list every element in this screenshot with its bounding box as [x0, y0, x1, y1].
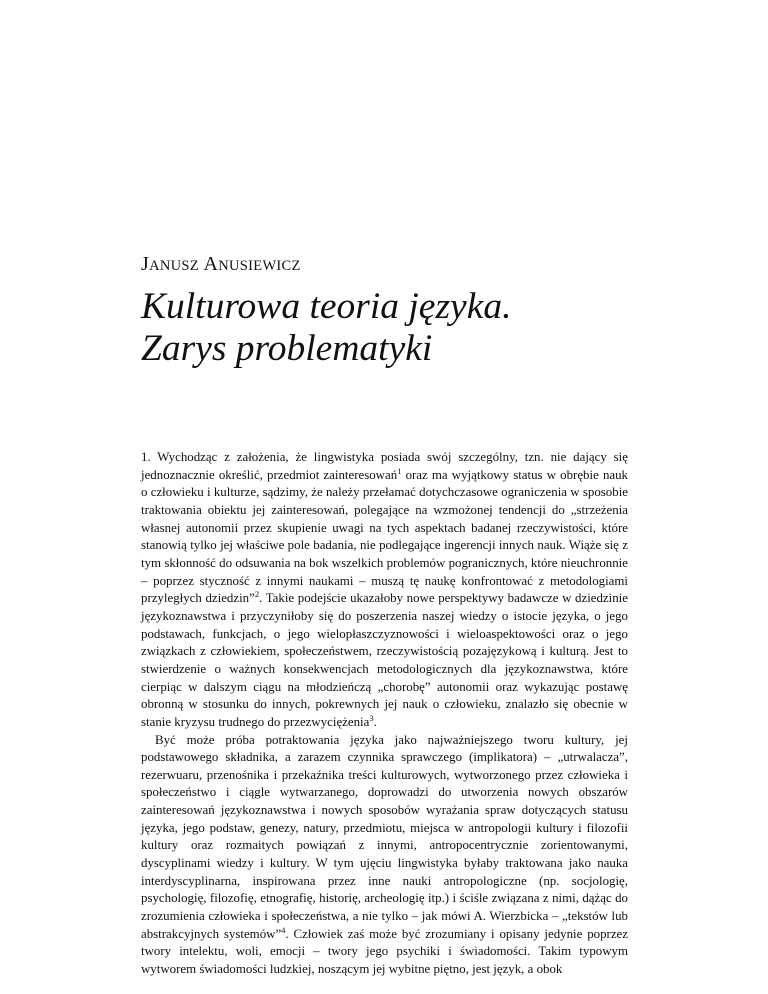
paragraph-2-part-1: Być może próba potraktowania języka jako najważniejszego tworu kultury, jej podstawowego składnika, a zarazem czynnika sprawczego (implikatora) – „utrwalacza”, rezerwuaru, przenośnika i przekaźnika treści kulturowych, wytworzonego przez człowieka i społeczeństwo i ciągle wytwarzanego, doprowadzi do utworzenia nowych obszarów zainteresowań językoznawstwa i nowych sposobów wyrażania spraw dotyczących statusu języka, jego podstaw, genezy, natury, przedmiotu, miejsca w antropologii kultury i filozofii kultury oraz rozmaitych powiązań z innymi, antropocentrycznie zorientowanymi, dyscyplinami wiedzy i kultury. W tym ujęciu lingwistyka byłaby traktowana jako nauka interdyscyplinarna, inspirowana przez inne nauki antropologiczne (np. socjologię, psychologię, filozofię, etnografię, historię, archeologię itp.) i ściśle związana z nimi, dążąc do zrozumienia człowieka i społeczeństwa, a nie tylko – jak mówi A. Wierzbicka – „tekstów lub abstrakcyjnych systemów”: [141, 732, 628, 941]
paragraph-2-part-2: . Człowiek zaś może być zrozumiany i opisany jedynie poprzez twory intelektu, woli, emocji – twory jego psychiki i świadomości. Takim typowym wytworem świadomości ludzkiej, noszącym jej wybitne piętno, jest język, a obok: [141, 926, 628, 977]
article-title: [141, 286, 511, 370]
author-first-initial: J: [141, 253, 150, 275]
author-last-initial: A: [203, 253, 219, 275]
paragraph-1-part-2: oraz ma wyjątkowy status w obrębie nauk o człowieku i kulturze, sądzimy, że należy przełamać dotychczasowe ograniczenia w sposobie traktowania obiektu jej zainteresowań, polegające na wzmożonej tendencji do „strzeżenia własnej autonomii przez skupienie uwagi na tych aspektach badanej rzeczywistości, które stanowią tylko jej właściwe pole badania, nie podlegające ingerencji innych nauk. Wiąże się z tym skłonność do odsuwania na bok wszelkich problemów pogranicznych, które nieuchronnie – poprzez styczność z innymi naukami – muszą tę naukę konfrontować z metodologiami przyległych dziedzin”: [141, 467, 629, 606]
paragraph-1: [141, 449, 628, 732]
author-last-rest: NUSIEWICZ: [218, 258, 301, 274]
article-body: [141, 449, 628, 979]
paragraph-2: [141, 732, 628, 979]
paragraph-1-part-3: . Takie podejście ukazałoby nowe perspektywy badawcze w dziedzinie językoznawstwa i przyczyniłoby się do poszerzenia naszej wiedzy o istocie języka, o jego podstawach, funkcjach, o jego wielopłaszczyznowości i wieloaspektowości oraz o jego związkach z człowiekiem, społeczeństwem, rzeczywistością pozajęzykową i kulturą. Jest to stwierdzenie o ważnych konsekwencjach metodologicznych dla językoznawstwa, które cierpiąc w dalszym ciągu na młodzieńczą „chorobę” autonomii oraz wykazując postawę obronną w stosunku do innych, pokrewnych jej nauk o człowieku, znalazło się obecnie w stanie kryzysu trudnego do przezwyciężenia: [141, 591, 628, 729]
paragraph-1-part-4: .: [373, 714, 377, 729]
footnote-ref-1: 1: [397, 465, 402, 476]
footnote-ref-2: 2: [254, 589, 260, 600]
author-name: [141, 253, 301, 276]
title-line-1: Kulturowa teoria języka.: [141, 286, 512, 327]
author-first-rest: ANUSZ: [149, 258, 199, 274]
paragraph-1-part-1: 1. Wychodząc z założenia, że lingwistyka posiada swój szczególny, tzn. nie dający się jednoznacznie określić, przedmiot zainteresowań: [141, 450, 628, 482]
title-line-2: Zarys problematyki: [141, 328, 433, 369]
footnote-ref-4: 4: [281, 924, 286, 935]
footnote-ref-3: 3: [369, 712, 374, 723]
